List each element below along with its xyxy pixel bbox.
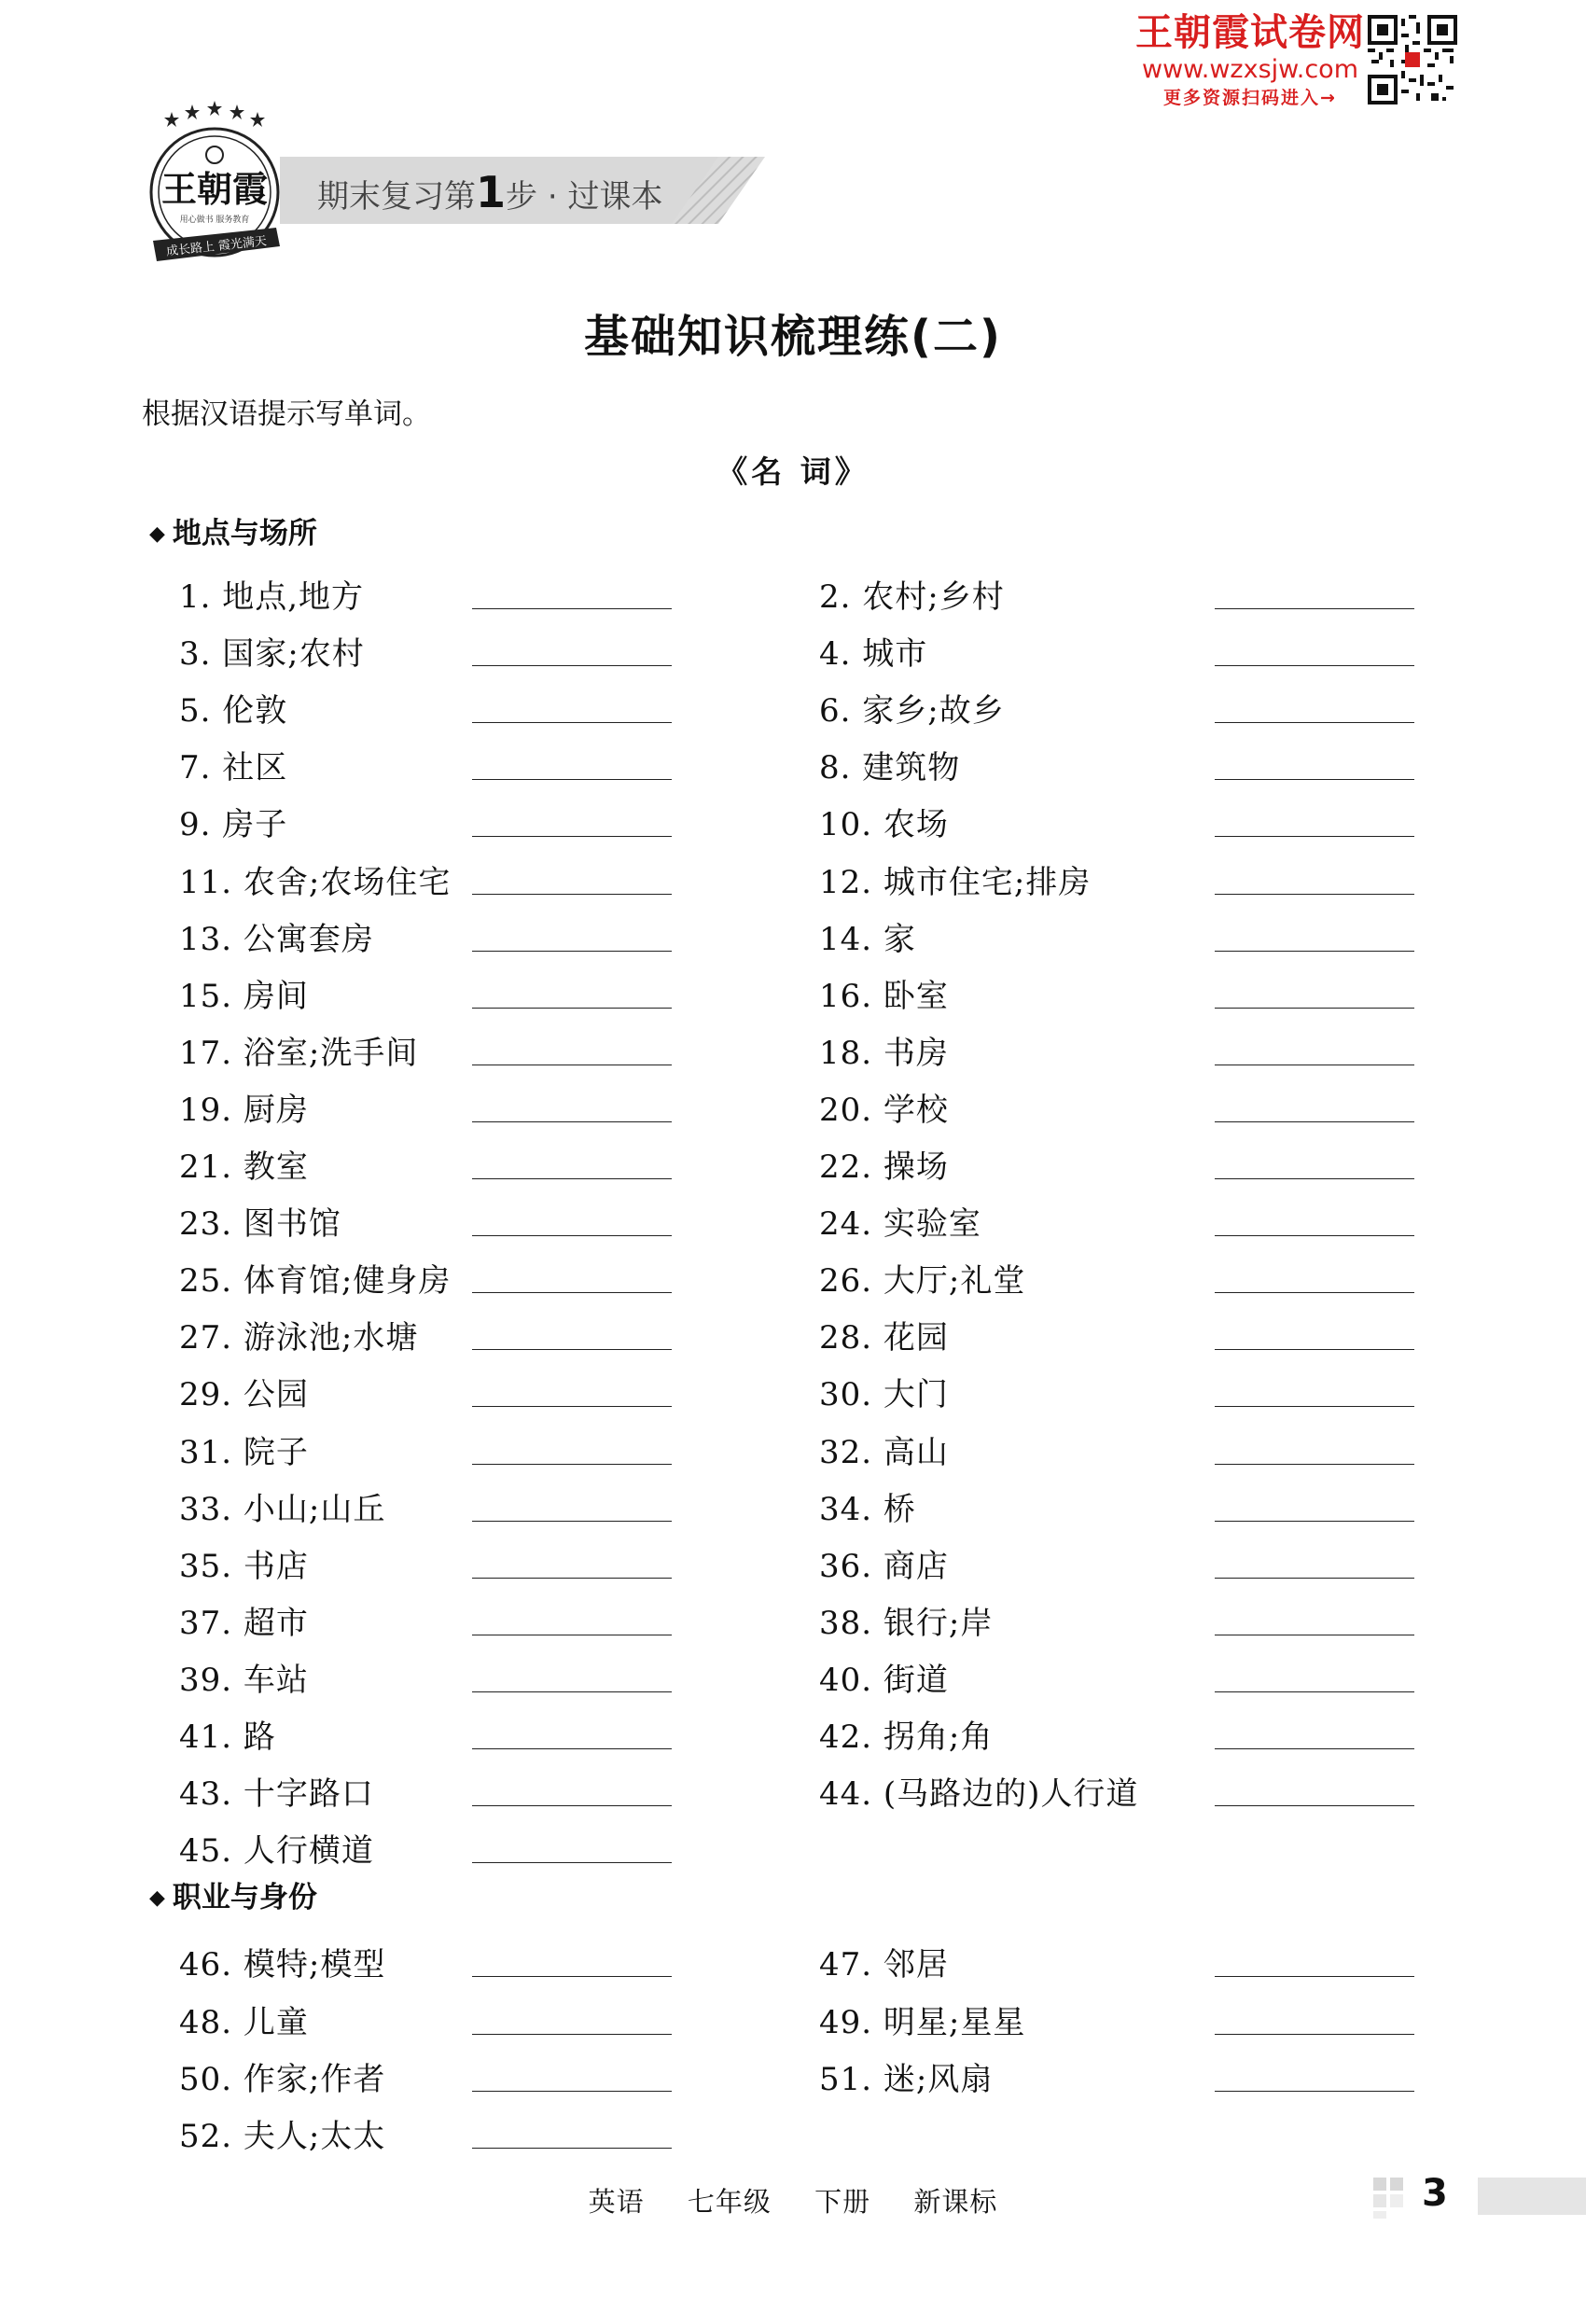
vocab-prompt: 45. 人行横道	[179, 1832, 374, 1871]
vocab-item	[179, 904, 683, 961]
vocab-prompt: 22. 操场	[819, 1148, 949, 1186]
vocab-item	[819, 1302, 1426, 1359]
vocab-item	[179, 562, 683, 619]
answer-blank[interactable]	[1215, 722, 1414, 723]
vocab-prompt: 43. 十字路口	[179, 1775, 374, 1814]
vocab-prompt: 48. 儿童	[179, 2003, 309, 2041]
answer-blank[interactable]	[472, 1862, 672, 1863]
vocab-item	[179, 1702, 683, 1759]
footer-info	[0, 2181, 1586, 2220]
vocab-prompt: 49. 明星;星星	[819, 2003, 1026, 2041]
vocab-item	[819, 1417, 1426, 1474]
vocab-prompt: 17. 浴室;洗手间	[179, 1034, 419, 1072]
vocab-item	[179, 789, 683, 846]
vocab-item	[179, 1929, 683, 1986]
vocab-item	[819, 1588, 1426, 1645]
vocab-item	[819, 562, 1426, 619]
vocab-item	[179, 1245, 683, 1302]
vocab-item	[179, 2101, 683, 2158]
vocab-prompt: 29. 公园	[179, 1376, 309, 1414]
banner-suffix: 步 · 过课本	[506, 178, 663, 216]
vocab-item	[819, 732, 1426, 789]
answer-blank[interactable]	[472, 1805, 672, 1806]
answer-blank[interactable]	[1215, 1406, 1414, 1407]
answer-blank[interactable]	[472, 1521, 672, 1522]
vocab-prompt: 5. 伦敦	[179, 692, 288, 731]
answer-blank[interactable]	[472, 1008, 672, 1009]
vocab-item	[819, 1474, 1426, 1531]
part-heading: 《名 词》	[716, 453, 870, 490]
vocab-prompt: 15. 房间	[179, 977, 309, 1015]
answer-blank[interactable]	[472, 2091, 672, 2092]
vocab-prompt: 32. 高山	[819, 1433, 949, 1471]
vocab-prompt: 28. 花园	[819, 1319, 949, 1357]
vocab-prompt: 47. 邻居	[819, 1946, 949, 1984]
answer-blank[interactable]	[472, 722, 672, 723]
answer-blank[interactable]	[472, 608, 672, 609]
vocab-prompt: 20. 学校	[819, 1091, 949, 1129]
vocab-prompt: 16. 卧室	[819, 977, 949, 1015]
vocab-prompt: 35. 书店	[179, 1547, 309, 1585]
vocab-item	[179, 1759, 683, 1816]
vocab-prompt: 24. 实验室	[819, 1205, 981, 1244]
vocab-item	[179, 1645, 683, 1702]
vocab-item	[819, 961, 1426, 1018]
answer-blank[interactable]	[1215, 665, 1414, 666]
answer-blank[interactable]	[1215, 2091, 1414, 2092]
vocab-item	[819, 1987, 1426, 2044]
answer-blank[interactable]	[472, 1748, 672, 1749]
vocab-prompt: 33. 小山;山丘	[179, 1490, 386, 1528]
answer-blank[interactable]	[1215, 1521, 1414, 1522]
vocab-prompt: 44. (马路边的)人行道	[819, 1775, 1139, 1814]
answer-blank[interactable]	[1215, 2034, 1414, 2035]
footer-subject: 英语	[588, 2186, 645, 2218]
vocab-item	[179, 2044, 683, 2101]
vocab-prompt: 38. 银行;岸	[819, 1604, 994, 1642]
answer-blank[interactable]	[472, 665, 672, 666]
vocab-prompt: 1. 地点,地方	[179, 578, 365, 616]
vocab-item	[819, 1075, 1426, 1132]
answer-blank[interactable]	[1215, 1349, 1414, 1350]
vocab-prompt: 21. 教室	[179, 1148, 309, 1186]
answer-blank[interactable]	[1215, 894, 1414, 895]
answer-blank[interactable]	[472, 779, 672, 780]
vocab-item	[819, 1929, 1426, 1986]
answer-blank[interactable]	[1215, 1464, 1414, 1465]
vocab-item	[179, 732, 683, 789]
answer-blank[interactable]	[472, 1406, 672, 1407]
answer-blank[interactable]	[472, 836, 672, 837]
banner-prefix: 期末复习第	[317, 178, 476, 216]
vocab-prompt: 19. 厨房	[179, 1091, 309, 1129]
answer-blank[interactable]	[472, 1178, 672, 1179]
banner-step: 1	[476, 167, 507, 217]
vocab-item	[179, 1816, 683, 1872]
vocab-item	[819, 1759, 1426, 1816]
vocab-prompt: 14. 家	[819, 920, 916, 958]
vocab-prompt: 36. 商店	[819, 1547, 949, 1585]
vocab-prompt: 50. 作家;作者	[179, 2060, 386, 2098]
vocab-item	[819, 2044, 1426, 2101]
vocab-prompt: 39. 车站	[179, 1661, 309, 1699]
vocab-prompt: 46. 模特;模型	[179, 1946, 386, 1984]
vocab-item	[819, 1645, 1426, 1702]
vocab-item	[179, 1588, 683, 1645]
vocab-item	[819, 1359, 1426, 1416]
answer-blank[interactable]	[472, 894, 672, 895]
answer-blank[interactable]	[1215, 779, 1414, 780]
answer-blank[interactable]	[472, 1464, 672, 1465]
answer-blank[interactable]	[1215, 1292, 1414, 1293]
footer-bar	[1478, 2178, 1586, 2215]
section-title: 职业与身份	[172, 1881, 317, 1914]
vocab-item	[179, 619, 683, 675]
answer-blank[interactable]	[1215, 1748, 1414, 1749]
vocab-item	[819, 619, 1426, 675]
vocab-prompt: 31. 院子	[179, 1433, 309, 1471]
answer-blank[interactable]	[1215, 1235, 1414, 1236]
answer-blank[interactable]	[472, 1578, 672, 1579]
vocab-prompt: 30. 大门	[819, 1376, 949, 1414]
vocab-item	[819, 847, 1426, 904]
vocab-item	[179, 1018, 683, 1075]
answer-blank[interactable]	[1215, 608, 1414, 609]
vocab-item	[819, 1245, 1426, 1302]
vocab-prompt: 12. 城市住宅;排房	[819, 863, 1092, 901]
vocab-prompt: 4. 城市	[819, 635, 928, 674]
vocab-item	[179, 1359, 683, 1416]
answer-blank[interactable]	[1215, 1805, 1414, 1806]
vocab-prompt: 26. 大厅;礼堂	[819, 1262, 1026, 1301]
answer-blank[interactable]	[1215, 1691, 1414, 1692]
vocab-prompt: 13. 公寓套房	[179, 920, 374, 958]
answer-blank[interactable]	[1215, 1121, 1414, 1122]
vocab-prompt: 40. 街道	[819, 1661, 949, 1699]
logo-ribbon: 成长路上 霞光满天	[165, 234, 268, 259]
diamond-bullet-icon: ◆	[149, 522, 165, 546]
logo-name: 王朝霞	[160, 168, 269, 210]
vocab-prompt: 7. 社区	[179, 749, 288, 787]
answer-blank[interactable]	[472, 1121, 672, 1122]
vocab-prompt: 34. 桥	[819, 1490, 916, 1528]
footer-volume: 下册	[814, 2186, 871, 2218]
vocab-prompt: 2. 农村;乡村	[819, 578, 1005, 616]
site-hint: 更多资源扫码进入→	[1163, 88, 1337, 108]
page-title: 基础知识梳理练(二)	[584, 311, 1002, 363]
logo-slogan: 用心做书 服务教育	[179, 216, 250, 225]
vocab-prompt: 51. 迷;风扇	[819, 2060, 994, 2098]
vocab-item	[819, 1018, 1426, 1075]
vocab-prompt: 52. 夫人;太太	[179, 2117, 386, 2155]
vocab-item	[819, 675, 1426, 732]
answer-blank[interactable]	[1215, 1178, 1414, 1179]
vocab-item	[179, 675, 683, 732]
vocab-prompt: 9. 房子	[179, 806, 288, 844]
answer-blank[interactable]	[472, 2148, 672, 2149]
section-title: 地点与场所	[172, 517, 317, 550]
vocab-prompt: 37. 超市	[179, 1604, 309, 1642]
answer-blank[interactable]	[472, 1691, 672, 1692]
site-url: www.wzxsjw.com	[1141, 55, 1358, 84]
footer-grade: 七年级	[687, 2186, 772, 2218]
vocab-item	[179, 1075, 683, 1132]
answer-blank[interactable]	[1215, 951, 1414, 952]
vocab-item	[819, 1702, 1426, 1759]
vocab-prompt: 25. 体育馆;健身房	[179, 1262, 452, 1301]
answer-blank[interactable]	[472, 1235, 672, 1236]
vocab-prompt: 3. 国家;农村	[179, 635, 365, 674]
footer-edition: 新课标	[913, 2186, 998, 2218]
answer-blank[interactable]	[472, 1349, 672, 1350]
vocab-prompt: 8. 建筑物	[819, 749, 961, 787]
vocab-item	[179, 1302, 683, 1359]
vocab-prompt: 18. 书房	[819, 1034, 949, 1072]
vocab-item	[179, 1189, 683, 1245]
vocab-prompt: 6. 家乡;故乡	[819, 692, 1005, 731]
answer-blank[interactable]	[1215, 836, 1414, 837]
vocab-prompt: 27. 游泳池;水塘	[179, 1319, 419, 1357]
answer-blank[interactable]	[472, 2034, 672, 2035]
vocab-item	[179, 1474, 683, 1531]
vocab-item	[819, 1189, 1426, 1245]
answer-blank[interactable]	[1215, 1008, 1414, 1009]
site-name: 王朝霞试卷网	[1135, 11, 1365, 54]
vocab-item	[819, 1132, 1426, 1189]
instruction: 根据汉语提示写单词。	[142, 397, 431, 431]
answer-blank[interactable]	[472, 951, 672, 952]
vocab-item	[819, 789, 1426, 846]
vocab-prompt: 41. 路	[179, 1719, 276, 1756]
vocab-item	[179, 961, 683, 1018]
vocab-item	[179, 1531, 683, 1588]
vocab-prompt: 23. 图书馆	[179, 1205, 341, 1244]
vocab-item	[179, 1417, 683, 1474]
vocab-item	[179, 1987, 683, 2044]
page-number: 3	[1422, 2172, 1448, 2215]
diamond-bullet-icon: ◆	[149, 1886, 165, 1910]
vocab-item	[179, 1132, 683, 1189]
answer-blank[interactable]	[1215, 1976, 1414, 1977]
vocab-item	[819, 1531, 1426, 1588]
answer-blank[interactable]	[472, 1292, 672, 1293]
vocab-prompt: 42. 拐角;角	[819, 1719, 994, 1756]
answer-blank[interactable]	[1215, 1578, 1414, 1579]
vocab-item	[819, 904, 1426, 961]
vocab-item	[179, 847, 683, 904]
vocab-prompt: 11. 农舍;农场住宅	[179, 863, 452, 901]
vocab-prompt: 10. 农场	[819, 806, 949, 844]
answer-blank[interactable]	[472, 1976, 672, 1977]
